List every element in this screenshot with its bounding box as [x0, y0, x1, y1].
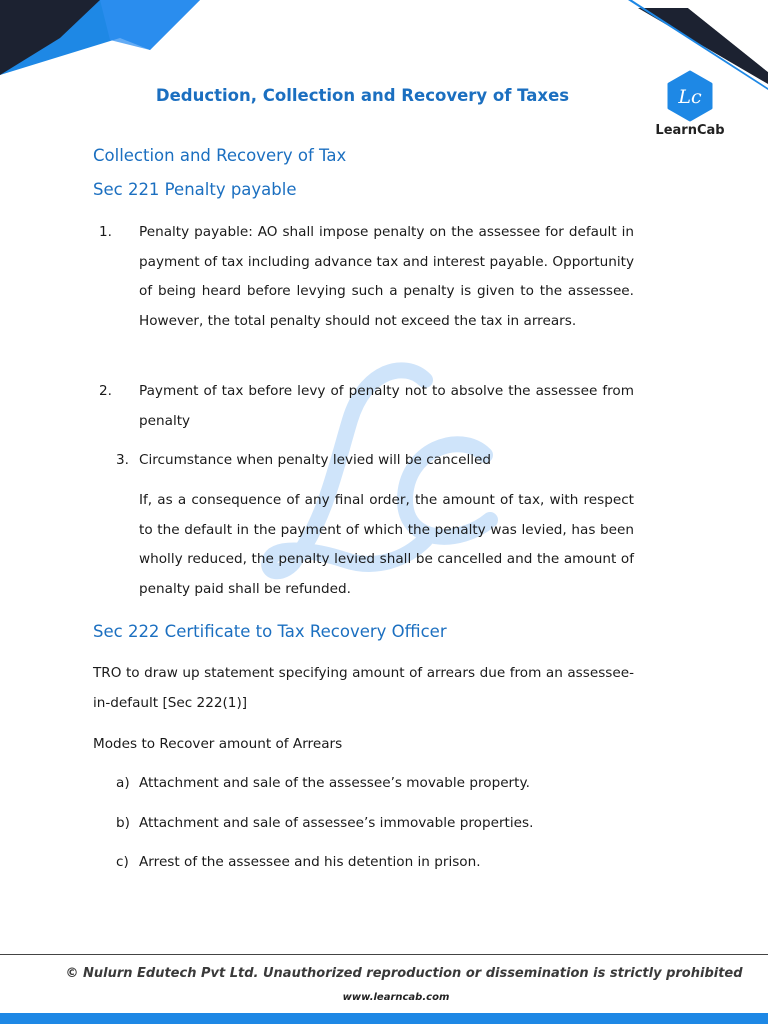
sec222-heading: Sec 222 Certificate to Tax Recovery Officer	[93, 622, 447, 641]
list-item-text: Penalty payable: AO shall impose penalty on the assessee for default in payment of tax including advance tax and interest payable. Opportunity of being heard before levying such a penalty is given to the assessee. However, the total penalty should not exceed the tax in arrears.	[139, 224, 634, 329]
learncab-logo	[650, 70, 730, 138]
footer-accent-bar	[0, 1013, 768, 1024]
list-item-text: Circumstance when penalty levied will be cancelled	[139, 452, 492, 468]
footer-divider	[0, 954, 768, 955]
list-item-text: Payment of tax before levy of penalty not to absolve the assessee from penalty	[139, 383, 634, 429]
list-item-number: 1.	[99, 224, 112, 240]
header-corner-decoration-left	[0, 0, 210, 80]
mode-text: Attachment and sale of the assessee’s movable property.	[139, 775, 530, 791]
sec222-paragraph: TRO to draw up statement specifying amount of arrears due from an assessee-in-default [Sec 222(1)]	[93, 665, 634, 711]
copyright-notice: © Nulurn Edutech Pvt Ltd. Unauthorized reproduction or dissemination is strictly prohibited	[65, 966, 743, 981]
website-link[interactable]: www.learncab.com	[342, 992, 450, 1003]
collection-heading: Collection and Recovery of Tax	[93, 146, 347, 165]
document-title: Deduction, Collection and Recovery of Taxes	[155, 86, 570, 105]
mode-letter: a)	[116, 775, 130, 791]
mode-text: Attachment and sale of assessee’s immovable properties.	[139, 815, 534, 831]
mode-text: Arrest of the assessee and his detention in prison.	[139, 854, 481, 870]
logo-glyph: Lc	[678, 86, 702, 108]
list-item-number: 3.	[116, 452, 129, 468]
sec221-heading: Sec 221 Penalty payable	[93, 180, 297, 199]
mode-letter: c)	[116, 854, 129, 870]
mode-letter: b)	[116, 815, 130, 831]
list-item-number: 2.	[99, 383, 112, 399]
modes-heading: Modes to Recover amount of Arrears	[93, 736, 343, 752]
item3-detail-paragraph: If, as a consequence of any final order, the amount of tax, with respect to the default in the payment of which the penalty was levied, has been wholly reduced, the penalty levied shall be cancelled and the amount of penalty paid shall be refunded.	[139, 492, 634, 597]
logo-hexagon-icon	[664, 70, 716, 122]
logo-text: LearnCab	[655, 123, 725, 138]
